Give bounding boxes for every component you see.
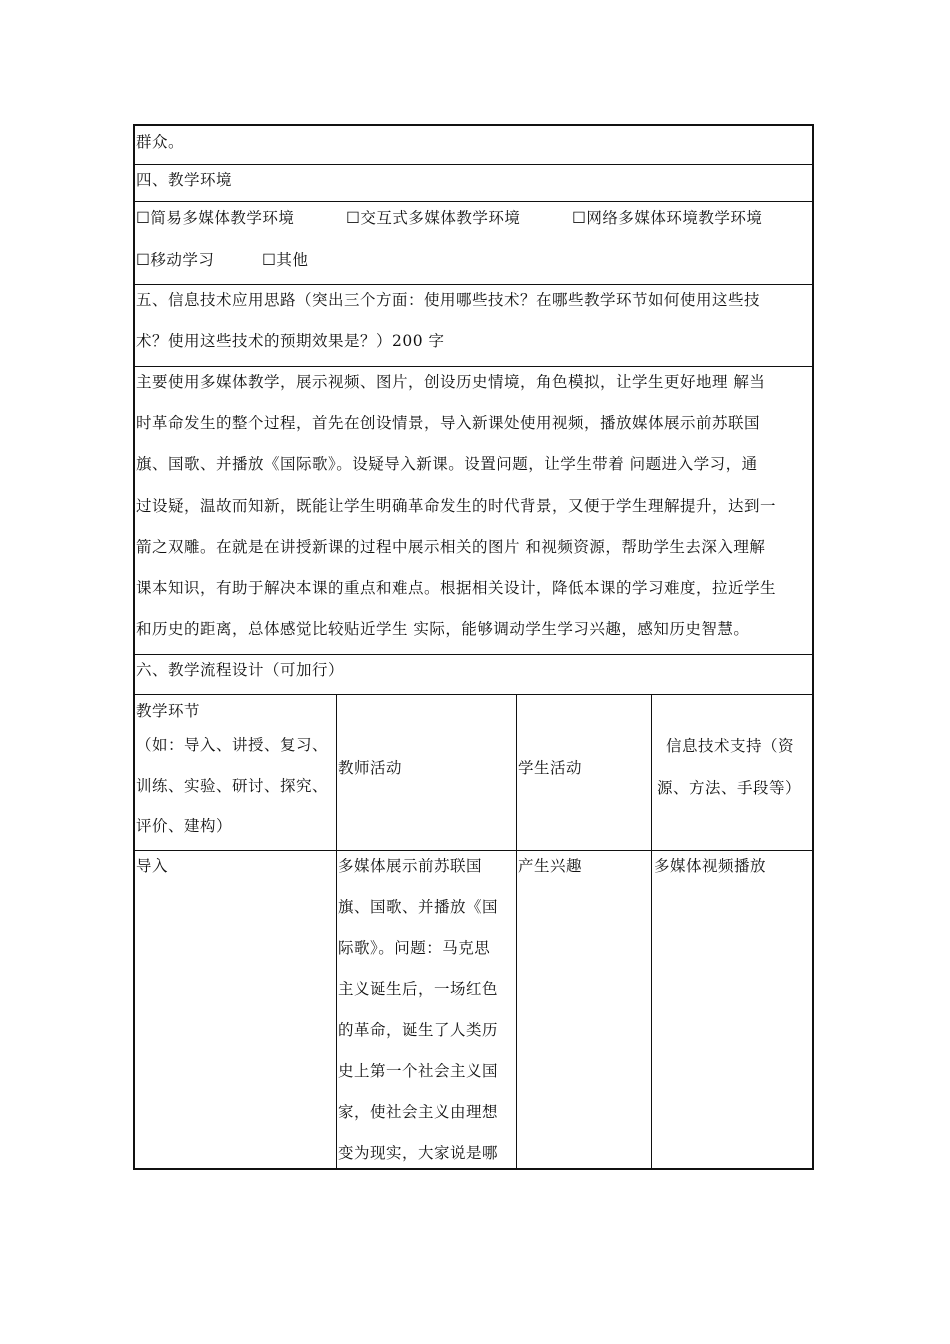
- teacher-activity-line: 主义诞生后，一场红色: [338, 980, 499, 998]
- header-student-activity: 学生活动: [518, 759, 583, 777]
- paragraph-line: 箭之双雕。在就是在讲授新课的过程中展示相关的图片 和视频资源，帮助学生去深入理解: [136, 538, 766, 556]
- section-heading-environment: 四、教学环境: [136, 171, 233, 189]
- paragraph-line: 主要使用多媒体教学，展示视频、图片，创设历史情境，角色模拟，让学生更好地理 解当: [136, 373, 766, 391]
- it-support-cell: 多媒体视频播放: [654, 857, 767, 875]
- header-teaching-stage-line4: 评价、建构）: [136, 817, 233, 835]
- row-divider: [133, 164, 814, 165]
- section-heading-it-approach-line1: 五、信息技术应用思路（突出三个方面：使用哪些技术？在哪些教学环节如何使用这些技: [136, 291, 761, 309]
- teacher-activity-line: 的革命，诞生了人类历: [338, 1021, 499, 1039]
- column-divider: [336, 694, 337, 1170]
- option-interactive-multimedia[interactable]: ☐交互式多媒体教学环境: [346, 209, 521, 227]
- header-teaching-stage-line3: 训练、实验、研讨、探究、: [136, 777, 329, 795]
- section-heading-flow-design: 六、教学流程设计（可加行）: [136, 661, 345, 679]
- paragraph-line: 旗、国歌、并播放《国际歌》。设疑导入新课。设置问题，让学生带着 问题进入学习，通: [136, 455, 758, 473]
- teacher-activity-line: 多媒体展示前苏联国: [338, 857, 483, 875]
- header-it-support-line2: 源、方法、手段等）: [657, 779, 802, 797]
- header-teaching-stage-line1: 教学环节: [136, 702, 201, 720]
- column-divider: [651, 694, 652, 1170]
- option-simple-multimedia[interactable]: ☐简易多媒体教学环境: [136, 209, 295, 227]
- teacher-activity-line: 际歌》。问题：马克思: [338, 939, 491, 957]
- option-other[interactable]: ☐其他: [262, 251, 309, 269]
- column-divider: [516, 694, 517, 1170]
- option-network-multimedia[interactable]: ☐网络多媒体环境教学环境: [572, 209, 763, 227]
- teacher-activity-line: 史上第一个社会主义国: [338, 1062, 499, 1080]
- teacher-activity-line: 变为现实，大家说是哪: [338, 1144, 499, 1162]
- teacher-activity-line: 旗、国歌、并播放《国: [338, 898, 499, 916]
- paragraph-line: 和历史的距离，总体感觉比较贴近学生 实际，能够调动学生学习兴趣，感知历史智慧。: [136, 620, 750, 638]
- header-it-support-line1: 信息技术支持（资: [666, 737, 795, 755]
- stage-cell: 导入: [136, 857, 169, 875]
- row-divider: [133, 694, 814, 695]
- section-heading-it-approach-line2: 术？使用这些技术的预期效果是？）200 字: [136, 332, 445, 350]
- teacher-activity-line: 家，使社会主义由理想: [338, 1103, 499, 1121]
- option-mobile-learning[interactable]: ☐移动学习: [136, 251, 215, 269]
- student-activity-cell: 产生兴趣: [518, 857, 583, 875]
- paragraph-line: 过设疑，温故而知新，既能让学生明确革命发生的时代背景，又便于学生理解提升，达到一: [136, 497, 777, 515]
- header-teacher-activity: 教师活动: [338, 759, 403, 777]
- paragraph-line: 时革命发生的整个过程，首先在创设情景，导入新课处使用视频，播放媒体展示前苏联国: [136, 414, 761, 432]
- continued-text: 群众。: [136, 133, 185, 151]
- header-teaching-stage-line2: （如：导入、讲授、复习、: [136, 736, 329, 754]
- paragraph-line: 课本知识，有助于解决本课的重点和难点。根据相关设计，降低本课的学习难度，拉近学生: [136, 579, 777, 597]
